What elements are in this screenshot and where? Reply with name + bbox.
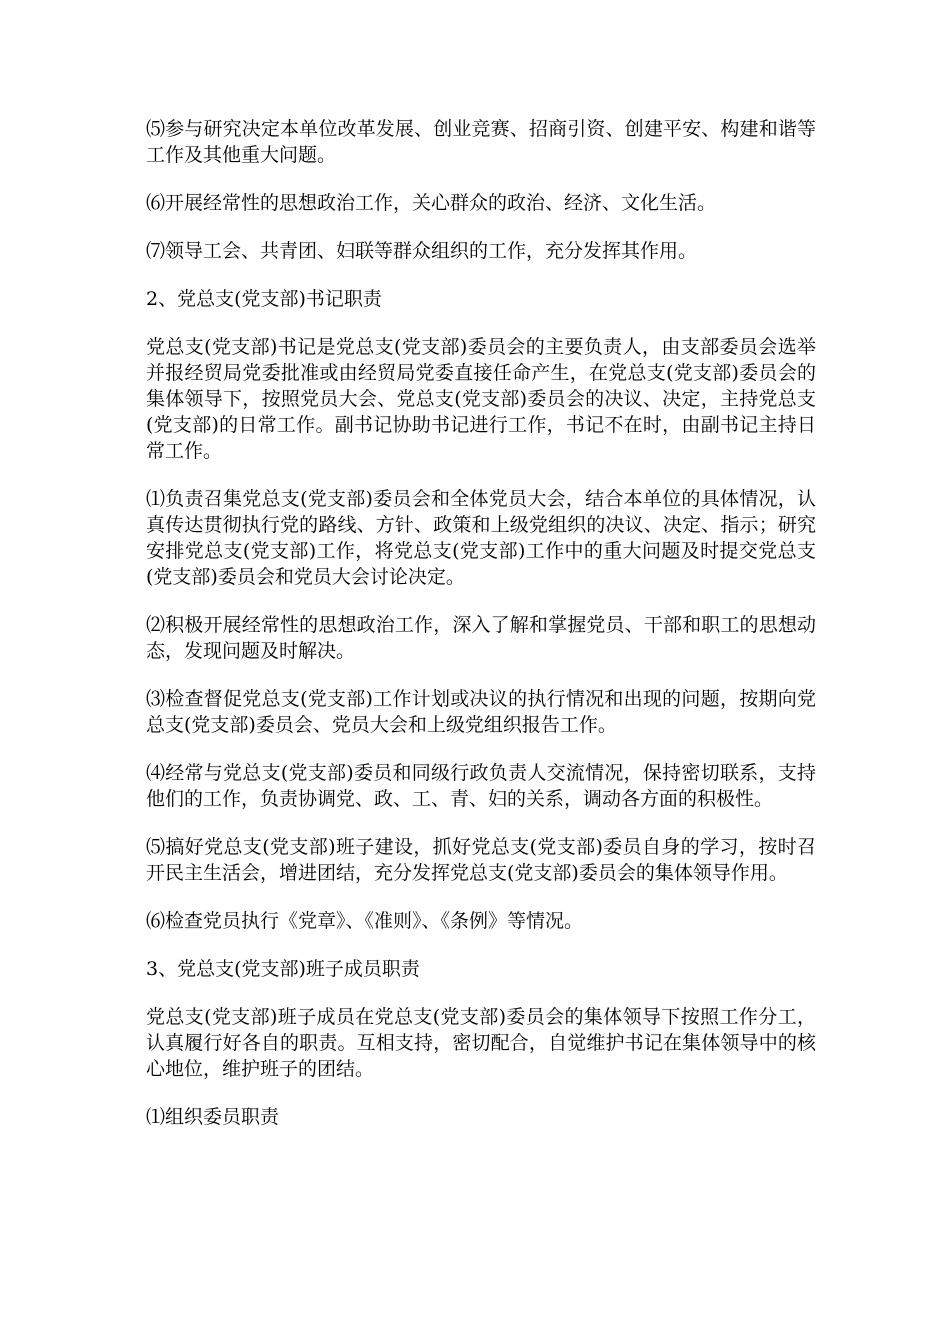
paragraph-secretary-item-2: ⑵积极开展经常性的思想政治工作，深入了解和掌握党员、干部和职工的思想动态，发现问题及时解决。 <box>146 614 816 662</box>
paragraph-item-7-mass-organizations: ⑺领导工会、共青团、妇联等群众组织的工作，充分发挥其作用。 <box>146 240 698 262</box>
paragraph-secretary-item-6: ⑹检查党员执行《党章》、《准则》、《条例》等情况。 <box>146 910 584 932</box>
paragraph-member-intro: 党总支(党支部)班子成员在党总支(党支部)委员会的集体领导下按照工作分工，认真履行好各自的职责。互相支持，密切配合，自觉维护书记在集体领导中的核心地位，维护班子的团结。 <box>146 1006 816 1080</box>
document-body <box>146 116 816 1152</box>
paragraph-secretary-item-3: ⑶检查督促党总支(党支部)工作计划或决议的执行情况和出现的问题，按期向党总支(党支部)委员会、党员大会和上级党组织报告工作。 <box>146 688 816 736</box>
section-heading-member-duties: 3、党总支(党支部)班子成员职责 <box>146 958 420 980</box>
paragraph-item-6-ideology: ⑹开展经常性的思想政治工作，关心群众的政治、经济、文化生活。 <box>146 192 717 214</box>
paragraph-item-5-reform: ⑸参与研究决定本单位改革发展、创业竞赛、招商引资、创建平安、构建和谐等工作及其他重大问题。 <box>146 118 816 166</box>
paragraph-secretary-intro: 党总支(党支部)书记是党总支(党支部)委员会的主要负责人，由支部委员会选举并报经贸局党委批准或由经贸局党委直接任命产生，在党总支(党支部)委员会的集体领导下，按照党员大会、党总支(党支部)委员会的决议、决定，主持党总支(党支部)的日常工作。副书记协助书记进行工作，书记不在时，由副书记主持日常工作。 <box>146 336 816 462</box>
paragraph-secretary-item-4: ⑷经常与党总支(党支部)委员和同级行政负责人交流情况，保持密切联系，支持他们的工作，负责协调党、政、工、青、妇的关系，调动各方面的积极性。 <box>146 762 816 810</box>
paragraph-secretary-item-1: ⑴负责召集党总支(党支部)委员会和全体党员大会，结合本单位的具体情况，认真传达贯彻执行党的路线、方针、政策和上级党组织的决议、决定、指示；研究安排党总支(党支部)工作，将党总支(党支部)工作中的重大问题及时提交党总支(党支部)委员会和党员大会讨论决定。 <box>146 488 816 588</box>
section-heading-secretary-duties: 2、党总支(党支部)书记职责 <box>146 288 382 310</box>
paragraph-organization-member-duties: ⑴组织委员职责 <box>146 1106 280 1128</box>
paragraph-secretary-item-5: ⑸搞好党总支(党支部)班子建设，抓好党总支(党支部)委员自身的学习，按时召开民主生活会，增进团结，充分发挥党总支(党支部)委员会的集体领导作用。 <box>146 836 816 884</box>
